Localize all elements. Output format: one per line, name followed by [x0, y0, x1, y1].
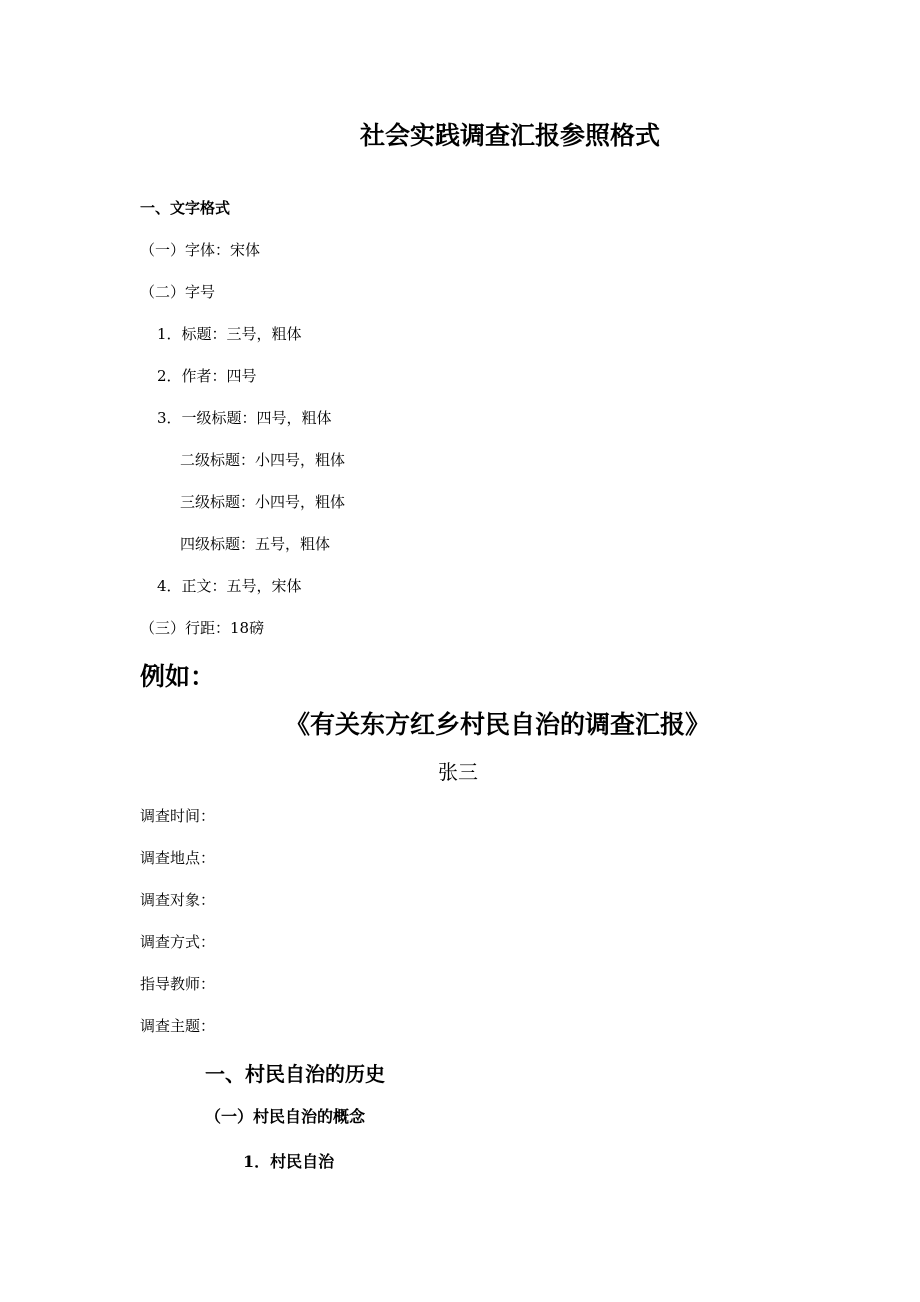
field-survey-time: 调查时间：: [140, 807, 216, 825]
format-item-font: （一）字体：宋体: [140, 241, 261, 259]
example-heading-level2: （一）村民自治的概念: [205, 1107, 366, 1126]
field-survey-topic: 调查主题：: [140, 1017, 216, 1035]
format-item-heading4-size: 四级标题：五号，粗体: [180, 535, 331, 553]
example-label: 例如：: [140, 662, 216, 691]
field-survey-method: 调查方式：: [140, 933, 216, 951]
format-item-heading1-size: 3．一级标题：四号，粗体: [157, 409, 332, 427]
format-item-line-spacing: （三）行距：18磅: [140, 619, 265, 637]
format-item-heading3-size: 三级标题：小四号，粗体: [180, 493, 346, 511]
format-item-heading2-size: 二级标题：小四号，粗体: [180, 451, 346, 469]
document-title: 社会实践调查汇报参照格式: [360, 121, 661, 150]
example-author: 张三: [438, 760, 478, 784]
section-heading-text-format: 一、文字格式: [140, 199, 231, 217]
format-item-title-size: 1．标题：三号，粗体: [157, 325, 302, 343]
example-report-title: 《有关东方红乡村民自治的调查汇报》: [285, 710, 711, 739]
format-item-author-size: 2．作者：四号: [157, 367, 257, 385]
format-item-font-size: （二）字号: [140, 283, 216, 301]
example-heading-level3: 1．村民自治: [243, 1152, 335, 1171]
format-item-body-size: 4．正文：五号，宋体: [157, 577, 302, 595]
field-survey-subject: 调查对象：: [140, 891, 216, 909]
field-survey-location: 调查地点：: [140, 849, 216, 867]
example-heading-level1: 一、村民自治的历史: [205, 1062, 385, 1086]
field-advisor: 指导教师：: [140, 975, 216, 993]
